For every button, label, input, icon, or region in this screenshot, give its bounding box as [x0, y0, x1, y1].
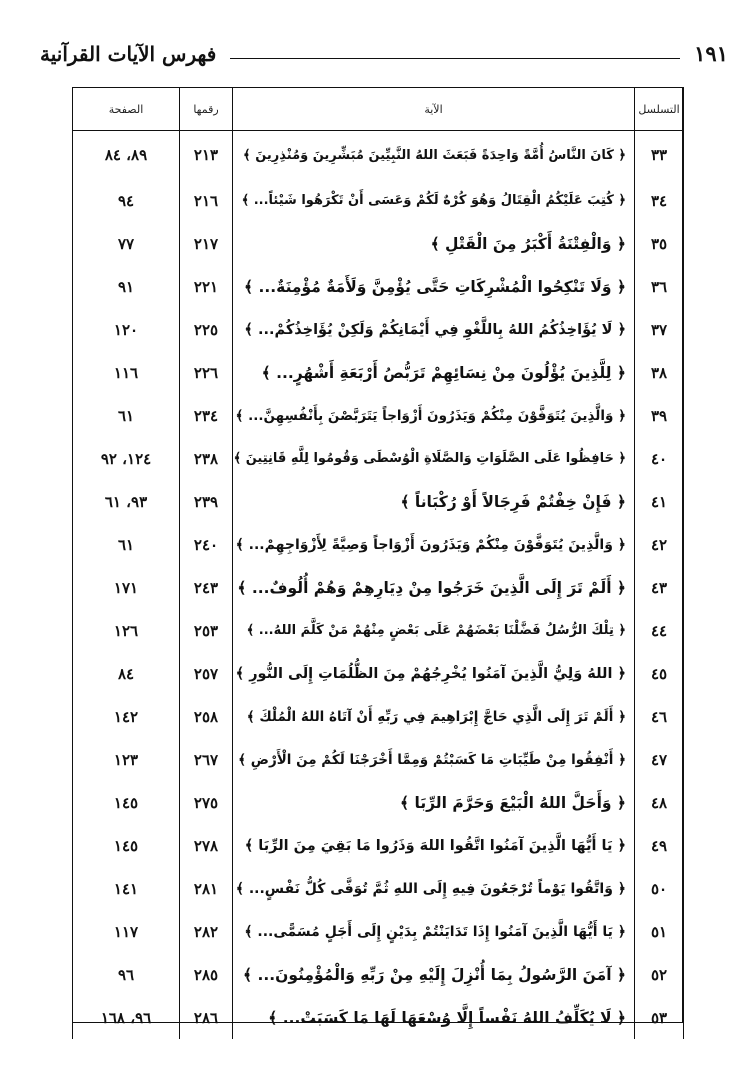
- row-verse-cell: [233, 265, 635, 308]
- row-seq: ٤٢: [635, 523, 684, 566]
- row-verse-text: وَالَّذِينَ يُتَوَفَّوْنَ مِنْكُمْ وَيَذَرُونَ أَزْوَاجاً وَصِيَّةً لِأَزْوَاجِهِمْ...: [248, 536, 613, 553]
- row-verse-number: ٢٧٥: [180, 781, 233, 824]
- row-verse-number: ٢٤٠: [180, 523, 233, 566]
- verse-close-bracket: ﴾: [233, 451, 246, 466]
- row-pages: ٦١: [73, 394, 180, 437]
- row-verse-text: أَلَمْ تَرَ إِلَى الَّذِينَ خَرَجُوا مِنْ دِيَارِهِمْ وَهُمْ أُلُوفٌ...: [251, 578, 612, 597]
- row-verse-text: وَاتَّقُوا يَوْماً تُرْجَعُونَ فِيهِ إِلَى اللهِ ثُمَّ تُوَفَّى كُلُّ نَفْسٍ...: [248, 880, 613, 897]
- row-pages: ٩٦: [73, 953, 180, 996]
- row-verse-text: فَإِنْ خِفْتُمْ فَرِجَالاً أَوْ رُكْبَاناً: [414, 492, 612, 511]
- header-rule: [230, 58, 680, 59]
- verse-close-bracket: ﴾: [261, 363, 277, 382]
- verse-open-bracket: ﴿: [611, 1008, 626, 1027]
- row-seq: ٥٢: [635, 953, 684, 996]
- table-row: [73, 222, 684, 265]
- table-row: [73, 695, 684, 738]
- verse-close-bracket: ﴾: [238, 751, 251, 768]
- table-row: [73, 996, 684, 1039]
- row-verse-cell: [233, 523, 635, 566]
- row-seq: ٤٠: [635, 437, 684, 480]
- table-row: [73, 394, 684, 437]
- table-row: [73, 609, 684, 652]
- row-verse-number: ٢١٧: [180, 222, 233, 265]
- table-header-row: [73, 88, 684, 131]
- row-verse-text: أَنْفِقُوا مِنْ طَيِّبَاتِ مَا كَسَبْتُمْ وَمِمَّا أَخْرَجْنَا لَكُمْ مِنَ الْأَرْضِ: [250, 751, 614, 768]
- verse-close-bracket: ﴾: [235, 536, 249, 553]
- row-seq: ٤١: [635, 480, 684, 523]
- row-verse-cell: [233, 179, 635, 222]
- verse-close-bracket: ﴾: [268, 1008, 283, 1027]
- verse-open-bracket: ﴿: [611, 492, 626, 511]
- row-verse-text: يَا أَيُّهَا الَّذِينَ آمَنُوا اتَّقُوا اللهَ وَذَرُوا مَا بَقِيَ مِنَ الرِّبَا: [258, 837, 613, 854]
- row-verse-text: وَالَّذِينَ يُتَوَفَّوْنَ مِنْكُمْ وَيَذَرُونَ أَزْوَاجاً يَتَرَبَّصْنَ بِأَنْفُسِهِنَّ...: [248, 407, 614, 424]
- verse-open-bracket: ﴿: [611, 234, 626, 253]
- page-title: فهرس الآيات القرآنية: [40, 42, 217, 66]
- verse-open-bracket: ﴿: [613, 193, 626, 208]
- row-pages: ٩١: [73, 265, 180, 308]
- row-verse-number: ٢٨١: [180, 867, 233, 910]
- row-pages: ١٢٤، ٩٢: [73, 437, 180, 480]
- table-row: [73, 437, 684, 480]
- row-verse-cell: [233, 566, 635, 609]
- row-verse-cell: [233, 695, 635, 738]
- row-verse-cell: [233, 609, 635, 652]
- table-row: [73, 910, 684, 953]
- row-pages: ١٢٦: [73, 609, 180, 652]
- row-pages: ٨٤: [73, 652, 180, 695]
- row-pages: ١١٧: [73, 910, 180, 953]
- row-verse-cell: [233, 910, 635, 953]
- row-verse-number: ٢٥٣: [180, 609, 233, 652]
- row-verse-text: كَانَ النَّاسُ أُمَّةً وَاحِدَةً فَبَعَثَ اللهُ النَّبِيِّينَ مُبَشِّرِينَ وَمُنْذِرِينَ: [255, 147, 614, 163]
- page-header: [40, 30, 728, 66]
- verse-open-bracket: ﴿: [611, 578, 626, 597]
- row-pages: ٩٦، ١٦٨: [73, 996, 180, 1039]
- row-pages: ١١٦: [73, 351, 180, 394]
- table-row: [73, 308, 684, 351]
- verse-open-bracket: ﴿: [611, 965, 626, 984]
- row-verse-number: ٢٨٢: [180, 910, 233, 953]
- row-verse-number: ٢١٣: [180, 131, 233, 180]
- verse-close-bracket: ﴾: [400, 492, 415, 511]
- row-verse-cell: [233, 394, 635, 437]
- verse-open-bracket: ﴿: [611, 363, 626, 382]
- row-seq: ٣٣: [635, 131, 684, 180]
- row-seq: ٣٧: [635, 308, 684, 351]
- row-verse-text: كُتِبَ عَلَيْكُمُ الْقِتَالُ وَهُوَ كُرْهٌ لَكُمْ وَعَسَى أَنْ تَكْرَهُوا شَيْئاً...: [253, 193, 614, 208]
- verse-open-bracket: ﴿: [613, 407, 626, 424]
- row-verse-cell: [233, 308, 635, 351]
- row-verse-text: لِلَّذِينَ يُؤْلُونَ مِنْ نِسَائِهِمْ تَرَبُّصُ أَرْبَعَةِ أَشْهُرٍ...: [276, 363, 612, 382]
- verse-open-bracket: ﴿: [612, 880, 626, 897]
- row-pages: ٧٧: [73, 222, 180, 265]
- row-pages: ٩٣، ٦١: [73, 480, 180, 523]
- row-verse-text: اللهُ وَلِيُّ الَّذِينَ آمَنُوا يُخْرِجُهُمْ مِنَ الظُّلُمَاتِ إِلَى النُّورِ: [249, 665, 613, 682]
- verse-close-bracket: ﴾: [246, 708, 260, 725]
- verse-close-bracket: ﴾: [235, 665, 250, 682]
- verse-close-bracket: ﴾: [241, 193, 254, 208]
- row-pages: ١٢٣: [73, 738, 180, 781]
- row-pages: ١٤٥: [73, 824, 180, 867]
- verse-close-bracket: ﴾: [244, 923, 258, 940]
- verse-open-bracket: ﴿: [612, 923, 626, 940]
- row-verse-cell: [233, 131, 635, 180]
- row-seq: ٣٨: [635, 351, 684, 394]
- table-row: [73, 738, 684, 781]
- row-verse-number: ٢٥٨: [180, 695, 233, 738]
- row-verse-number: ٢٥٧: [180, 652, 233, 695]
- row-verse-cell: [233, 480, 635, 523]
- row-verse-text: آمَنَ الرَّسُولُ بِمَا أُنْزِلَ إِلَيْهِ مِنْ رَبِّهِ وَالْمُؤْمِنُونَ...: [257, 965, 612, 984]
- row-verse-number: ٢٢٦: [180, 351, 233, 394]
- row-seq: ٤٨: [635, 781, 684, 824]
- row-verse-number: ٢٣٩: [180, 480, 233, 523]
- row-pages: ٦١: [73, 523, 180, 566]
- row-seq: ٥٠: [635, 867, 684, 910]
- row-seq: ٥١: [635, 910, 684, 953]
- verse-close-bracket: ﴾: [242, 965, 258, 984]
- verse-close-bracket: ﴾: [243, 147, 256, 163]
- table-row: [73, 265, 684, 308]
- verse-open-bracket: ﴿: [611, 277, 626, 296]
- row-verse-cell: [233, 738, 635, 781]
- row-seq: ٤٤: [635, 609, 684, 652]
- column-header-seq: التسلسل: [635, 88, 684, 131]
- table-row: [73, 523, 684, 566]
- table-row: [73, 953, 684, 996]
- row-verse-number: ٢٨٥: [180, 953, 233, 996]
- row-seq: ٣٩: [635, 394, 684, 437]
- row-verse-text: لَا يُؤَاخِذُكُمُ اللهُ بِاللَّغْوِ فِي أَيْمَانِكُمْ وَلَكِنْ يُؤَاخِذُكُمْ...: [257, 321, 613, 338]
- table-row: [73, 867, 684, 910]
- row-verse-text: وَلَا تَنْكِحُوا الْمُشْرِكَاتِ حَتَّى يُؤْمِنَّ وَلَأَمَةٌ مُؤْمِنَةٌ...: [258, 277, 612, 296]
- table-row: [73, 781, 684, 824]
- row-verse-cell: [233, 867, 635, 910]
- table-row: [73, 824, 684, 867]
- row-pages: ٨٩، ٨٤: [73, 131, 180, 180]
- table-row: [73, 566, 684, 609]
- row-verse-cell: [233, 953, 635, 996]
- verse-close-bracket: ﴾: [244, 321, 258, 338]
- table-row: [73, 351, 684, 394]
- verse-open-bracket: ﴿: [613, 451, 626, 466]
- verse-open-bracket: ﴿: [613, 147, 626, 163]
- verse-open-bracket: ﴿: [612, 321, 626, 338]
- row-verse-cell: [233, 996, 635, 1039]
- page-number: ١٩١: [694, 41, 728, 66]
- row-verse-number: ٢٨٦: [180, 996, 233, 1039]
- row-seq: ٤٣: [635, 566, 684, 609]
- verse-close-bracket: ﴾: [235, 880, 249, 897]
- row-verse-text: لَا يُكَلِّفُ اللهُ نَفْساً إِلَّا وُسْعَهَا لَهَا مَا كَسَبَتْ...: [282, 1008, 612, 1027]
- table-row: [73, 131, 684, 180]
- row-verse-number: ٢١٦: [180, 179, 233, 222]
- row-verse-number: ٢٣٨: [180, 437, 233, 480]
- row-verse-number: ٢٣٤: [180, 394, 233, 437]
- row-seq: ٥٣: [635, 996, 684, 1039]
- verse-close-bracket: ﴾: [235, 407, 249, 424]
- row-verse-cell: [233, 351, 635, 394]
- table-row: [73, 652, 684, 695]
- verse-open-bracket: ﴿: [613, 708, 626, 725]
- verse-open-bracket: ﴿: [612, 837, 626, 854]
- column-header-verse-number: رقمها: [180, 88, 233, 131]
- row-verse-cell: [233, 222, 635, 265]
- row-verse-text: أَلَمْ تَرَ إِلَى الَّذِي حَاجَّ إِبْرَاهِيمَ فِي رَبِّهِ أَنْ آتَاهُ اللهُ الْمُلْكَ: [259, 708, 614, 725]
- row-seq: ٤٩: [635, 824, 684, 867]
- row-verse-cell: [233, 781, 635, 824]
- row-verse-cell: [233, 652, 635, 695]
- row-seq: ٤٦: [635, 695, 684, 738]
- verse-open-bracket: ﴿: [613, 751, 626, 768]
- row-seq: ٣٦: [635, 265, 684, 308]
- table-row: [73, 480, 684, 523]
- row-pages: ١٤١: [73, 867, 180, 910]
- row-seq: ٤٥: [635, 652, 684, 695]
- row-seq: ٤٧: [635, 738, 684, 781]
- column-header-verse: الآية: [233, 88, 635, 131]
- row-verse-text: يَا أَيُّهَا الَّذِينَ آمَنُوا إِذَا تَدَايَنْتُمْ بِدَيْنٍ إِلَى أَجَلٍ مُسَمًّى...: [257, 923, 613, 940]
- row-verse-number: ٢٧٨: [180, 824, 233, 867]
- row-verse-text: وَأَحَلَّ اللهُ الْبَيْعَ وَحَرَّمَ الرِّبَا: [414, 793, 612, 812]
- verse-close-bracket: ﴾: [400, 793, 415, 812]
- verse-open-bracket: ﴿: [611, 793, 626, 812]
- verse-close-bracket: ﴾: [244, 277, 259, 296]
- row-verse-text: وَالْفِتْنَةُ أَكْبَرُ مِنَ الْقَتْلِ: [445, 234, 612, 253]
- verse-open-bracket: ﴿: [612, 665, 626, 682]
- column-header-pages: الصفحة: [73, 88, 180, 131]
- row-verse-cell: [233, 824, 635, 867]
- row-verse-cell: [233, 437, 635, 480]
- verse-close-bracket: ﴾: [237, 578, 252, 597]
- verse-close-bracket: ﴾: [430, 234, 446, 253]
- row-pages: ١٢٠: [73, 308, 180, 351]
- row-verse-number: ٢٦٧: [180, 738, 233, 781]
- verse-close-bracket: ﴾: [246, 623, 259, 638]
- row-pages: ١٤٥: [73, 781, 180, 824]
- verse-open-bracket: ﴿: [613, 623, 626, 638]
- row-verse-number: ٢٤٣: [180, 566, 233, 609]
- row-verse-text: تِلْكَ الرُّسُلُ فَضَّلْنَا بَعْضَهُمْ عَلَى بَعْضٍ مِنْهُمْ مَنْ كَلَّمَ اللهُ...: [258, 623, 614, 638]
- row-verse-number: ٢٢٥: [180, 308, 233, 351]
- row-verse-text: حَافِظُوا عَلَى الصَّلَوَاتِ وَالصَّلَاةِ الْوُسْطَى وَقُومُوا لِلَّهِ قَانِتِينَ: [245, 451, 614, 466]
- verse-open-bracket: ﴿: [612, 536, 626, 553]
- row-pages: ١٧١: [73, 566, 180, 609]
- row-pages: ١٤٢: [73, 695, 180, 738]
- row-verse-number: ٢٢١: [180, 265, 233, 308]
- row-seq: ٣٥: [635, 222, 684, 265]
- row-seq: ٣٤: [635, 179, 684, 222]
- row-pages: ٩٤: [73, 179, 180, 222]
- table-row: [73, 179, 684, 222]
- verse-close-bracket: ﴾: [244, 837, 259, 854]
- verse-index-table: [72, 87, 684, 1039]
